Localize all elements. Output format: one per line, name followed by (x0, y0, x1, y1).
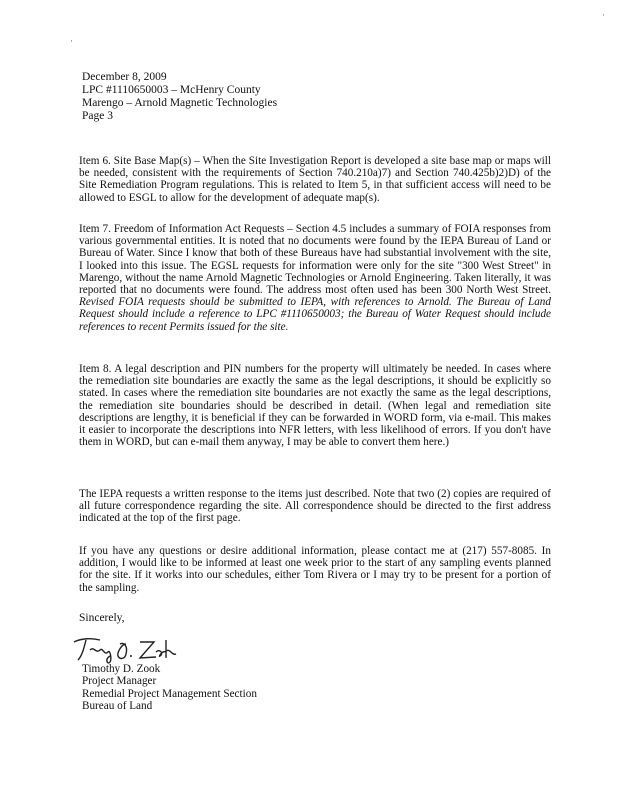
scan-speck: · (70, 36, 73, 46)
lpc-reference: LPC #1110650003 – McHenry County (82, 84, 261, 96)
signer-name: Timothy D. Zook (82, 663, 161, 675)
signature-block (82, 663, 257, 712)
site-name: Marengo – Arnold Magnetic Technologies (82, 97, 278, 109)
response-paragraph: The IEPA requests a written response to the items just described. Note that two (2) copies are required of all future correspondence regarding the site. All correspondence should be directed to the first address indicated at the top of the first page. (79, 488, 551, 525)
handwritten-signature (70, 632, 180, 664)
signer-title: Project Manager (82, 675, 157, 688)
item-8-paragraph: Item 8. A legal description and PIN numbers for the property will ultimately be needed. In cases where the remediation site boundaries are exactly the same as the legal descriptions, it should be explicitly so stated. In cases where the remediation site boundaries are not exactly the same as the legal descriptions, the remediation site boundaries should be described in detail. (When legal and remediation site descriptions are lengthy, it is beneficial if they can be forwarded in WORD form, via e-mail. This makes it easier to incorporate the descriptions into NFR letters, with less likelihood of errors. If you don't have them in WORD, but can e-mail them anyway, I may be able to convert them here.) (79, 363, 551, 449)
letter-date: December 8, 2009 (82, 71, 167, 83)
item-7-italic-request: Revised FOIA requests should be submitted to IEPA, with references to Arnold. The Bureau of Land Request should include a reference to LPC #1110650003; the Bureau of Water Request should include references to recent Permits issued for the site. (79, 296, 551, 333)
item-7-text: Item 7. Freedom of Information Act Requests – Section 4.5 includes a summary of FOIA responses from various governmental entities. It is noted that no documents were found by the IEPA Bureau of Land or Bureau of Water. Since I know that both of these Bureaus have had substantial involvement with the site, I looked into this issue. The EGSL requests for information were only for the site "300 West Street" in Marengo, without the name Arnold Magnetic Technologies or Arnold Engineering. Taken literally, it was reported that no documents were found. The address most often used has been 300 North West Street. (79, 223, 551, 297)
signer-bureau: Bureau of Land (82, 699, 153, 712)
item-6-paragraph: Item 6. Site Base Map(s) – When the Site Investigation Report is developed a site base map or maps will be needed, consistent with the requirements of Section 740.210a)7) and Section 740.425b)2)D) of the Site Remediation Program regulations. This is related to Item 5, in that sufficient access will need to be allowed to ESGL to allow for the development of adequate map(s). (79, 155, 551, 204)
letter-header (82, 71, 277, 123)
signer-section: Remedial Project Management Section (82, 687, 257, 700)
item-7-paragraph (79, 223, 551, 333)
questions-paragraph: If you have any questions or desire additional information, please contact me at (217) 557-8085. In addition, I would like to be informed at least one week prior to the start of any sampling events planned for the site. If it works into our schedules, either Tom Rivera or I may try to be present for a portion of the sampling. (79, 545, 551, 594)
page-number: Page 3 (82, 110, 113, 122)
closing-salutation: Sincerely, (79, 612, 125, 624)
scan-speck: · (602, 10, 605, 20)
